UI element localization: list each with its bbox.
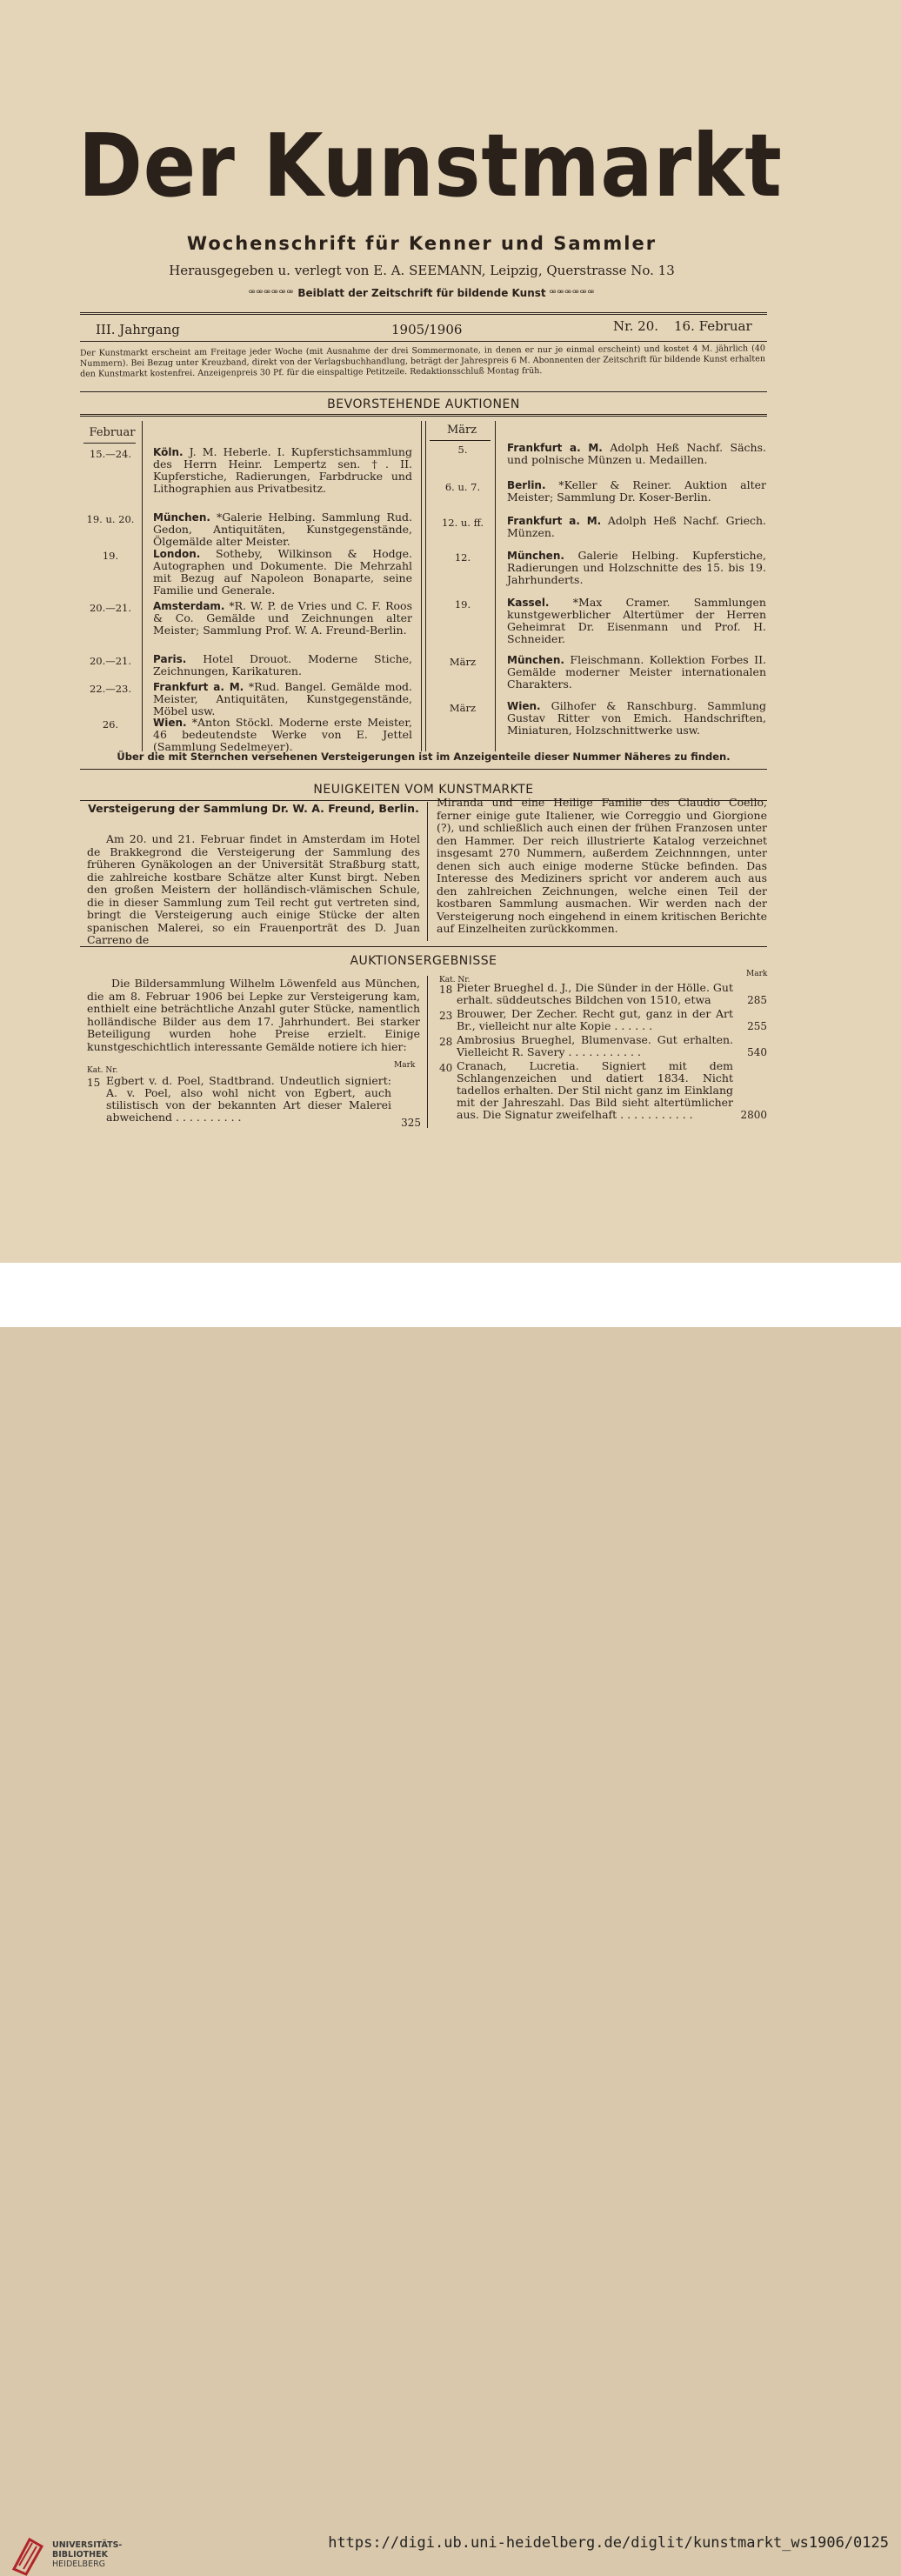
masthead-subtitle: Wochenschrift für Kenner und Sammler — [186, 233, 657, 254]
library-name-line: HEIDELBERG — [52, 2559, 106, 2569]
ornament-left: ꟹꟹꟹꟹꟹꟹ — [248, 287, 295, 299]
column-rule — [421, 421, 422, 751]
auction-date: 22.—23. — [89, 683, 132, 695]
auction-date: März — [449, 702, 477, 714]
ornament-right: ꟹꟹꟹꟹꟹꟹ — [549, 287, 596, 299]
auction-entry — [153, 548, 412, 597]
auction-date: 5. — [457, 444, 468, 456]
auction-city: München. — [507, 654, 564, 666]
auction-city: Paris. — [153, 653, 187, 665]
auction-description: *R. W. P. de Vries und C. F. Roos & Co. Gemälde und Zeichnungen alter Meister; Sammlung Prof. W. A. Freund-Berlin. — [153, 599, 412, 637]
auction-entry — [153, 511, 412, 548]
auction-entry — [153, 653, 412, 677]
issue-year: 1905/1906 — [391, 322, 463, 337]
auction-city: Amsterdam. — [153, 600, 225, 612]
auction-city: Köln. — [153, 446, 184, 458]
catalog-entry: Ambrosius Brueghel, Blumenvase. Gut erhalten. Vielleicht R. Savery . . . . . . . . . . . — [457, 1033, 733, 1058]
auction-city: Frankfurt a. M. — [507, 442, 603, 454]
publisher-line: Herausgegeben u. verlegt von E. A. SEEMANN, Leipzig, Querstrasse No. 13 — [169, 263, 675, 278]
library-name-line: BIBLIOTHEK — [52, 2550, 108, 2559]
column-rule — [142, 421, 143, 751]
month-header-left: Februar — [89, 426, 136, 439]
sale-price: 285 — [747, 994, 767, 1006]
column-rule — [495, 421, 496, 751]
results-intro: Die Bildersammlung Wilhelm Löwenfeld aus München, die am 8. Februar 1906 bei Lepke zur Versteigerung kam, enthielt eine beträchtliche Anzahl guter Stücke, namentlich holländische Bilder aus dem 17. Jahrhundert. Bei starker Beteiligung wurden hohe Preise erzielt. Einige kunstgeschichtlich interessante Gemälde notiere ich hier: — [87, 977, 420, 1053]
library-name — [52, 2540, 122, 2569]
rule — [430, 440, 491, 441]
auction-entry — [507, 597, 766, 645]
auction-description: Adolph Heß Nachf. Sächs. und polnische Münzen u. Medaillen. — [507, 441, 766, 466]
catalog-number: 40 — [439, 1062, 453, 1074]
rule — [80, 341, 767, 342]
auction-date: 20.—21. — [89, 602, 132, 614]
catalog-entry: Egbert v. d. Poel, Stadtbrand. Undeutlich signiert: A. v. Poel, also wohl nicht von Egbert, auch stilistisch von der bekannten Art dieser Malerei abweichend . . . . . . . . . . — [106, 1074, 391, 1124]
auctions-heading: BEVORSTEHENDE AUKTIONEN — [327, 397, 520, 411]
auction-city: Frankfurt a. M. — [153, 681, 244, 693]
mark-label-left: Mark — [394, 1061, 416, 1070]
column-rule — [425, 421, 426, 751]
sale-price: 540 — [747, 1046, 767, 1058]
auction-city: München. — [507, 550, 564, 562]
auction-entry — [153, 446, 412, 495]
auction-entry — [153, 717, 412, 753]
auction-description: Galerie Helbing. Kupferstiche, Radierungen und Holzschnitte des 15. bis 19. Jahrhunderts. — [507, 549, 766, 586]
auction-description: Fleischmann. Kollektion Forbes II. Gemälde moderner Meister internationalen Charakters. — [507, 653, 766, 691]
auction-city: London. — [153, 548, 201, 560]
news-text-col1: Am 20. und 21. Februar findet in Amsterdam im Hotel de Brakkegrond die Versteigerung der Sammlung des früheren Gynäkologen an der Universität Straßburg statt, die zahlreiche kostbare Schätze alter Kunst birgt. Neben den großen Meistern der holländisch-vlämischen Schule, die in dieser Sammlung zum Teil recht gut vertreten sind, bringt die Versteigerung auch einige Stücke der alten spanischen Malerei, so ein Frauenporträt des D. Juan Carreno de — [87, 832, 420, 946]
auction-entry — [507, 700, 766, 737]
mark-label-right: Mark — [746, 970, 768, 978]
issue-volume: III. Jahrgang — [96, 322, 180, 337]
results-heading: AUKTIONSERGEBNISSE — [350, 954, 497, 968]
auctions-footnote: Über die mit Sternchen versehenen Versteigerungen ist im Anzeigenteile dieser Nummer Näheres zu finden. — [117, 751, 731, 763]
kat-label-left: Kat. Nr. — [87, 1066, 118, 1075]
auction-date: 26. — [102, 718, 119, 731]
viewer-footer — [0, 1263, 901, 2569]
auction-city: Frankfurt a. M. — [507, 515, 602, 527]
column-rule — [427, 976, 428, 1128]
auction-entry — [507, 515, 766, 539]
sale-price: 2800 — [740, 1109, 767, 1121]
scanned-page — [0, 0, 901, 1263]
rule — [80, 312, 767, 315]
catalog-entry: Pieter Brueghel d. J., Die Sünder in der Hölle. Gut erhalt. süddeutsches Bildchen von 1510, etwa — [457, 981, 733, 1006]
auction-description: Hotel Drouot. Moderne Stiche, Zeichnungen, Karikaturen. — [153, 652, 412, 677]
auction-description: J. M. Heberle. I. Kupferstichsammlung des Herrn Heinr. Lempertz sen. †. II. Kupferstiche, Radierungen, Farbdrucke und Lithographien aus Privatbesitz. — [153, 445, 412, 495]
auction-city: Kassel. — [507, 597, 550, 609]
library-name-line: UNIVERSITÄTS- — [52, 2540, 123, 2550]
auction-date: 15.—24. — [89, 448, 132, 460]
auction-city: München. — [153, 511, 210, 524]
issue-date: 16. Februar — [674, 318, 752, 334]
beiblatt-text: Beiblatt der Zeitschrift für bildende Kunst — [297, 287, 546, 299]
rule — [80, 391, 767, 392]
rule — [83, 443, 136, 444]
catalog-number: 15 — [87, 1077, 101, 1089]
news-text-col2: Miranda und eine Heilige Familie des Claudio Coello, ferner einige gute Italiener, wie Correggio und Giorgione (?), und schließlich auch einen der frühen Franzosen unter den Hammer. Der reich illustrierte Katalog verzeichnet insgesamt 270 Nummern, außerdem Zeichnnngen, unter denen sich auch einige moderne Stücke befinden. Das Interesse des Mediziners spricht vor anderem auch aus den zahlreichen Zeichnungen, welche einen Teil der kostbaren Sammlung ausmachen. Wir werden nach der Versteigerung noch eingehend in einem kritischen Berichte auf Einzelheiten zurückkommen. — [437, 796, 767, 935]
page-url-link[interactable]: https://digi.ub.uni-heidelberg.de/diglit/kunstmarkt_ws1906/0125 — [328, 2534, 889, 2552]
auction-date: 19. — [454, 598, 471, 611]
rule — [80, 414, 767, 417]
news-heading: NEUIGKEITEN VOM KUNSTMARKTE — [313, 783, 534, 797]
catalog-number: 23 — [439, 1010, 453, 1022]
auction-date: 19. u. 20. — [86, 513, 135, 525]
news-article-title: Versteigerung der Sammlung Dr. W. A. Freund, Berlin. — [88, 802, 419, 815]
auction-city: Berlin. — [507, 479, 546, 491]
auction-city: Wien. — [153, 717, 187, 729]
subscription-notice: Der Kunstmarkt erscheint am Freitage jeder Woche (mit Ausnahme der drei Sommermonate, in denen er nur je einmal erscheint) und kostet 4 M. jährlich (40 Nummern). Bei Bezug unter Kreuzband, direkt von der Verlagsbuchhandlung, beträgt der Jahrespreis 6 M. Abonnenten der Zeitschrift für bildende Kunst erhalten den Kunstmarkt kostenfrei. Anzeigenpreis 30 Pf. für die einspaltige Petitzeile. Redaktionsschluß Montag früh. — [79, 344, 766, 379]
column-rule — [427, 802, 428, 941]
catalog-number: 18 — [439, 984, 453, 996]
masthead-title: Der Kunstmarkt — [78, 115, 783, 217]
kat-label-right: Kat. Nr. — [439, 976, 471, 984]
auction-description: *Rud. Bangel. Gemälde mod. Meister, Antiquitäten, Kunstgegenstände, Möbel usw. — [153, 680, 412, 717]
auction-entry — [507, 550, 766, 586]
auction-city: Wien. — [507, 700, 541, 712]
auction-date: 19. — [102, 550, 119, 562]
auction-entry — [153, 600, 412, 637]
auction-date: 12. u. ff. — [441, 517, 484, 529]
auction-description: Gilhofer & Ranschburg. Sammlung Gustav Ritter von Emich. Handschriften, Miniaturen, Holzschnittwerke usw. — [507, 699, 766, 737]
auction-entry — [507, 654, 766, 691]
rule — [80, 946, 767, 947]
auction-date: März — [449, 656, 477, 668]
auction-description: *Anton Stöckl. Moderne erste Meister, 46 bedeutendste Werke von E. Jettel (Sammlung Sedelmeyer). — [153, 716, 412, 753]
auction-description: *Keller & Reiner. Auktion alter Meister; Sammlung Dr. Koser-Berlin. — [507, 478, 766, 504]
auction-date: 6. u. 7. — [444, 481, 481, 493]
auction-entry — [153, 681, 412, 717]
auction-description: *Galerie Helbing. Sammlung Rud. Gedon, Antiquitäten, Kunstgegenstände, Ölgemälde alter Meister. — [153, 511, 412, 548]
sale-price: 325 — [401, 1117, 421, 1129]
catalog-entry: Cranach, Lucretia. Signiert mit dem Schlangenzeichen und datiert 1834. Nicht tadellos erhalten. Der Stil nicht ganz im Einklang mit der Jahreszahl. Das Bild sieht altertümlicher aus. Die Signatur zweifelhaft . . . . . . . . . . . — [457, 1059, 733, 1121]
auction-description: Adolph Heß Nachf. Griech. Münzen. — [507, 514, 766, 539]
catalog-number: 28 — [439, 1036, 453, 1048]
auction-entry — [507, 479, 766, 504]
sale-price: 255 — [747, 1020, 767, 1032]
beiblatt-line — [78, 287, 765, 299]
auction-entry — [507, 442, 766, 466]
auction-description: Sotheby, Wilkinson & Hodge. Autographen und Dokumente. Die Mehrzahl mit Bezug auf Napoleon Bonaparte, seine Familie und Generale. — [153, 547, 412, 597]
auction-date: 20.—21. — [89, 655, 132, 667]
month-header-right: März — [446, 424, 477, 437]
issue-number: Nr. 20. — [613, 318, 659, 334]
auction-date: 12. — [454, 551, 471, 564]
library-logo-icon — [10, 2534, 45, 2576]
catalog-entry: Brouwer, Der Zecher. Recht gut, ganz in der Art Br., vielleicht nur alte Kopie . . . . . . — [457, 1007, 733, 1032]
auction-description: *Max Cramer. Sammlungen kunstgewerblicher Altertümer der Herren Geheimrat Dr. Eisenmann und Prof. H. Schneider. — [507, 596, 766, 645]
rule — [80, 769, 767, 770]
